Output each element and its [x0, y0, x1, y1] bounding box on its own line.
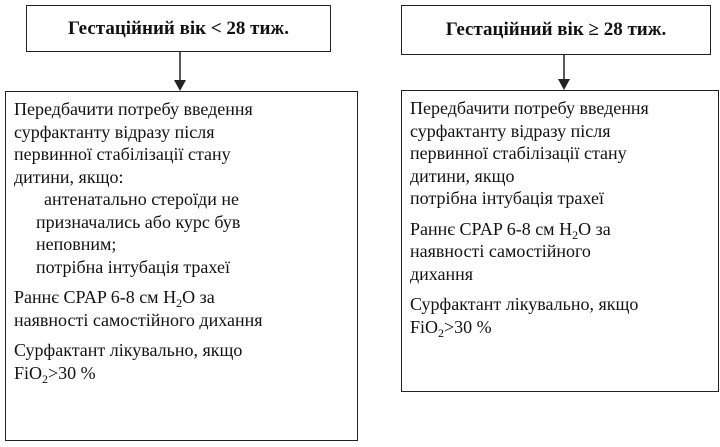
right-surf-line-1: Сурфактант лікувально, якщо — [410, 294, 639, 314]
left-line-1: Передбачити потребу введення — [14, 99, 253, 119]
right-cpap-line-3: дихання — [410, 263, 474, 284]
left-line-5: антенатально стероїди не — [44, 189, 239, 209]
right-line-2: сурфактанту відразу після — [410, 120, 611, 141]
left-content-box — [5, 91, 358, 441]
left-line-4: дитини, якщо: — [14, 166, 124, 187]
right-arrow — [554, 55, 574, 91]
right-line-5: потрібна інтубація трахеї — [410, 188, 604, 208]
right-cpap-line-1: Раннє CPAP 6-8 см $H_2O$ за — [410, 218, 611, 242]
left-line-2: сурфактанту відразу після — [14, 121, 215, 142]
right-line-3: первинної стабілізації стану — [410, 143, 627, 163]
left-surf-line-1: Сурфактант лікувально, якщо — [14, 340, 243, 360]
right-line-1: Передбачити потребу введення — [410, 98, 649, 118]
left-surf-line-2: FiO$_2$>30 % — [14, 362, 96, 386]
left-arrow — [170, 52, 190, 92]
right-cpap-line-2: наявності самостійного — [410, 241, 591, 261]
right-content-box — [401, 90, 719, 392]
left-header-text: Гестаційний вік < 28 тиж. — [68, 17, 289, 39]
left-header-box — [26, 5, 331, 52]
left-line-3: первинної стабілізації стану — [14, 144, 231, 164]
left-line-8: потрібна інтубація трахеї — [36, 256, 230, 277]
right-surf-line-2: FiO$_2$>30 % — [410, 316, 492, 340]
left-cpap-line-2: наявності самостійного дихання — [14, 309, 263, 330]
left-cpap-line-1: Раннє CPAP 6-8 см $H_2O$ за — [14, 287, 215, 310]
right-header-text: Гестаційний вік ≥ 28 тиж. — [445, 19, 667, 40]
right-header-box — [401, 5, 711, 55]
left-line-6: призначались або курс був — [36, 211, 241, 232]
left-line-7: неповним; — [36, 234, 117, 254]
right-line-4: дитини, якщо — [410, 165, 515, 186]
